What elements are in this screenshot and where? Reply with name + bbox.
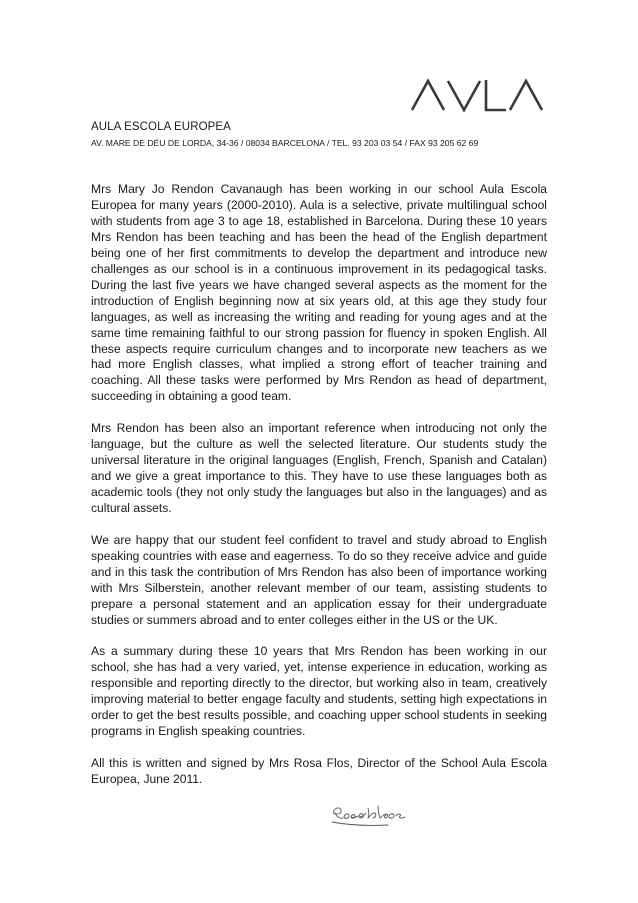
logo-letter-u — [448, 81, 480, 110]
paragraph: All this is written and signed by Mrs Rosa Flos, Director of the School Aula Escola Europea, June 2011. — [91, 756, 547, 787]
paragraph: As a summary during these 10 years that Mrs Rendon has been working in our school, she has had a very varied, yet, intense experience in education, working as responsible and reporting directly to the director, but working also in team, creatively improving material to better engage faculty and students, setting high expectations in order to get the best results possible, and coaching upper school students in seeking programs in English speaking countries. — [91, 644, 547, 739]
paragraph: Mrs Mary Jo Rendon Cavanaugh has been working in our school Aula Escola Europea for many years (2000-2010). Aula is a selective, private multilingual school with students from age 3 to age 18, established in Barcelona. During these 10 years Mrs Rendon has been teaching and has been the head of the English department being one of her first commitments to develop the department and introduce new challenges as our school is in a continuous improvement in its pedagogical tasks. During the last five years we have changed several aspects as the moment for the introduction of English beginning now at six years old, at this age they study four languages, as well as increasing the writing and reading for young ages and at the same time remaining faithful to our strong passion for fluency in spoken English. All these aspects require curriculum changes and to incorporate new teachers as we had more English classes, what implied a strong effort of teacher training and coaching. All these tasks were performed by Mrs Rendon as head of department, succeeding in obtaining a good team. — [91, 182, 547, 404]
paragraph: Mrs Rendon has been also an important reference when introducing not only the language, but the culture as well the selected literature. Our students study the universal literature in the original languages (English, French, Spanish and Catalan) and we give a great importance to this. They have to use these languages both as academic tools (they not only study the languages but also in the languages) and as cultural assets. — [91, 421, 547, 515]
org-name: AULA ESCOLA EUROPEA — [91, 121, 231, 133]
logo-letter-a1 — [412, 81, 444, 110]
handwritten-signature — [328, 800, 414, 830]
logo-letter-l — [486, 80, 506, 110]
org-address: AV. MARE DE DÉU DE LORDA, 34-36 / 08034 BARCELONA / TEL. 93 203 03 54 / FAX 93 205 62 69 — [91, 138, 479, 148]
logo-letter-a2 — [510, 81, 542, 110]
paragraph: We are happy that our student feel confident to travel and study abroad to English speaking countries with ease and eagerness. To do so they receive advice and guide and in this task the contribution of Mrs Rendon has also been of importance working with Mrs Silberstein, another relevant member of our team, assisting students to prepare a personal statement and an application essay for their undergraduate studies or summers abroad and to enter colleges either in the US or the UK. — [91, 532, 547, 627]
letter-body — [91, 182, 547, 804]
aula-logo — [410, 78, 544, 112]
